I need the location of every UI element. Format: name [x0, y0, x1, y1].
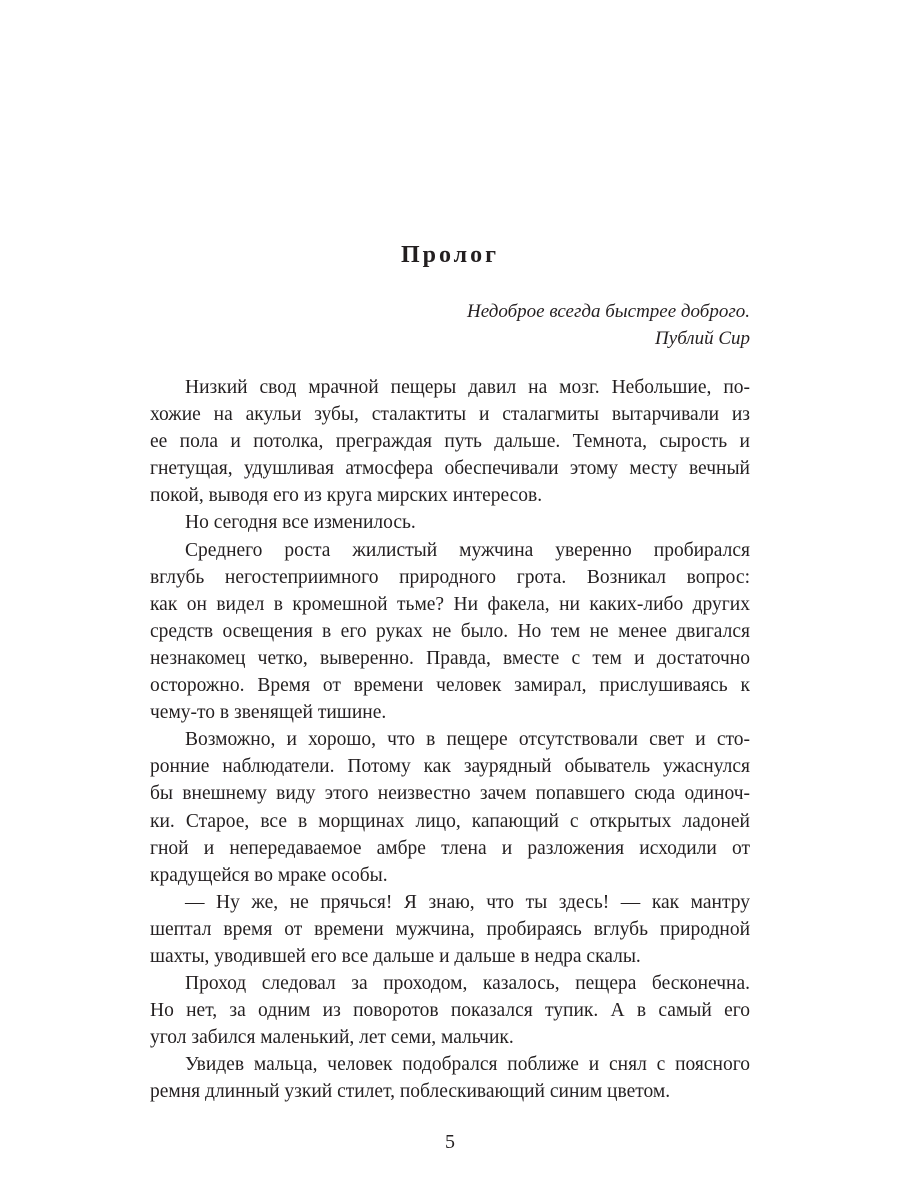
text-line: ки. Старое, все в морщинах лицо, капающий с открытых ладоней: [150, 810, 750, 832]
page-number: 5: [445, 1131, 455, 1153]
text-line: ронние наблюдатели. Потому как заурядный обыватель ужаснулся: [150, 756, 750, 778]
text-line: угол забился маленький, лет семи, мальчик.: [150, 1027, 514, 1049]
text-line: бы внешнему виду этого неизвестно зачем попавшего сюда одиноч-: [150, 783, 750, 805]
paragraph: [150, 970, 750, 1051]
text-line: как он видел в кромешной тьме? Ни факела, ни каких-либо других: [150, 593, 750, 615]
paragraph: [150, 1051, 750, 1105]
text-line: Но нет, за одним из поворотов показался тупик. А в самый его: [150, 1000, 750, 1022]
text-line: шахты, уводившей его все дальше и дальше в недра скалы.: [150, 945, 641, 967]
text-line: вглубь негостеприимного природного грота. Возникал вопрос:: [150, 566, 750, 588]
text-line: — Ну же, не прячься! Я знаю, что ты здесь! — как мантру: [185, 891, 750, 913]
text-line: покой, выводя его из круга мирских интересов.: [150, 485, 543, 507]
text-line: ремня длинный узкий стилет, поблескивающий синим цветом.: [150, 1081, 671, 1103]
text-line: чему-то в звенящей тишине.: [150, 702, 387, 724]
text-line: гнетущая, удушливая атмосфера обеспечивали этому месту вечный: [150, 458, 750, 480]
text-line: Увидев мальца, человек подобрался поближе и снял с поясного: [185, 1054, 750, 1076]
text-line: Но сегодня все изменилось.: [185, 512, 416, 534]
text-line: шептал время от времени мужчина, пробираясь вглубь природной: [150, 918, 750, 940]
paragraph: [150, 889, 750, 970]
text-line: Возможно, и хорошо, что в пещере отсутствовали свет и сто-: [185, 729, 750, 751]
chapter-title: Пролог: [400, 242, 500, 268]
text-line: Низкий свод мрачной пещеры давил на мозг. Небольшие, по-: [185, 377, 750, 398]
text-line: средств освещения в его руках не было. Но тем не менее двигался: [150, 620, 750, 642]
paragraph: [150, 509, 750, 536]
text-line: осторожно. Время от времени человек замирал, прислушиваясь к: [150, 675, 750, 697]
paragraph: [150, 374, 750, 509]
epigraph: [467, 298, 750, 352]
text-line: крадущейся во мраке особы.: [150, 864, 388, 886]
text-line: ее пола и потолка, преграждая путь дальше. Темнота, сырость и: [150, 431, 750, 453]
text-line: Среднего роста жилистый мужчина уверенно пробирался: [185, 539, 750, 561]
epigraph-quote: Недоброе всегда быстрее доброго.: [467, 301, 750, 322]
text-line: Проход следовал за проходом, казалось, пещера бесконечна.: [185, 973, 750, 995]
text-line: незнакомец четко, выверенно. Правда, вместе с тем и достаточно: [150, 647, 750, 669]
paragraph: [150, 537, 750, 727]
body-text: [150, 374, 750, 1106]
book-page: [150, 0, 750, 1200]
text-line: хожие на акульи зубы, сталактиты и сталагмиты вытарчивали из: [150, 404, 750, 426]
text-line: гной и непередаваемое амбре тлена и разложения исходили от: [150, 837, 750, 859]
paragraph: [150, 726, 750, 889]
epigraph-author: Публий Сир: [655, 328, 750, 349]
